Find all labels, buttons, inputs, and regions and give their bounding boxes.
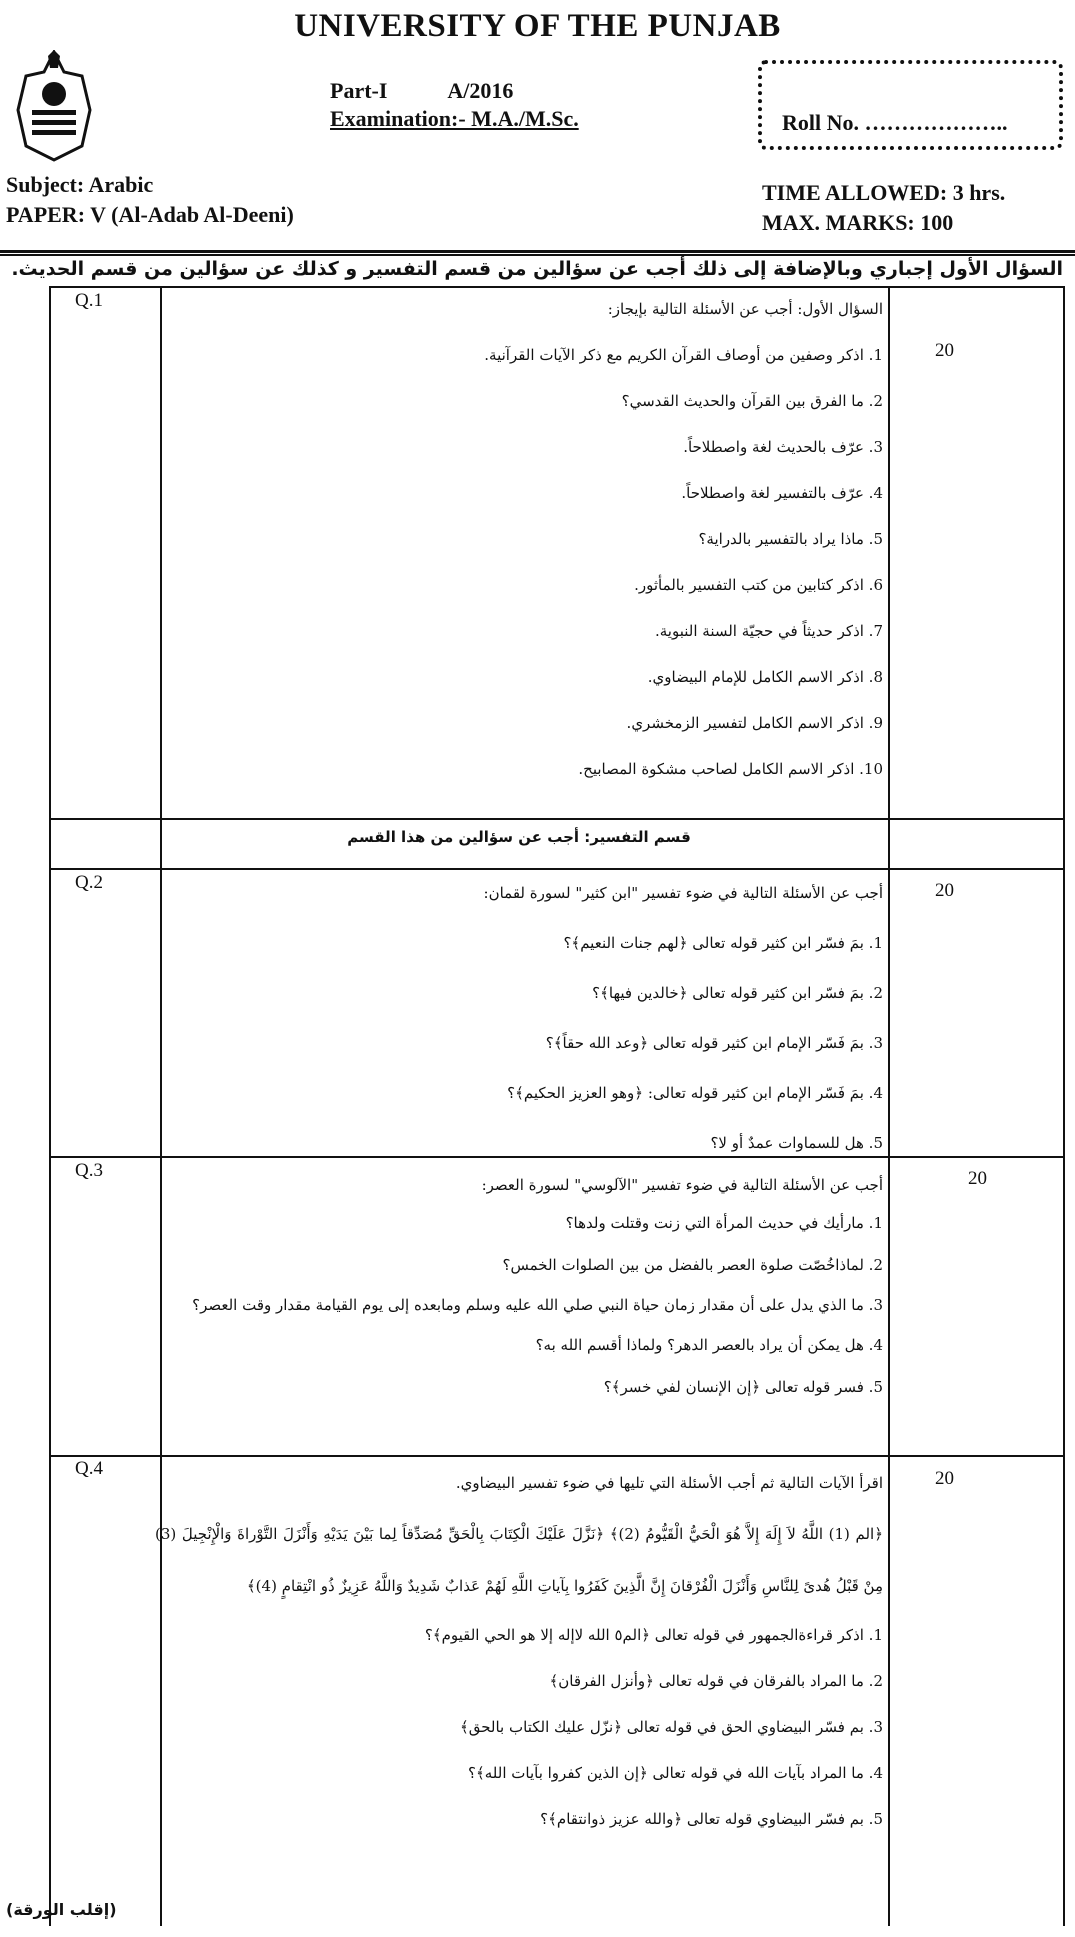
table-divider-marks [888,286,890,1926]
table-border-left [49,286,51,1926]
subject-label: Subject: Arabic [6,172,154,197]
question-item: 2. ما المراد بالفرقان في قوله تعالى ﴿وأنزل الفرقان﴾ [549,1672,883,1690]
question-item: 2. بمَ فسّر ابن كثير قوله تعالى ﴿خالدين فيها﴾؟ [592,984,883,1002]
question-marks: 20 [968,1168,987,1189]
time-allowed: TIME ALLOWED: 3 hrs. [762,180,1006,205]
question-item: 5. هل للسماوات عمدٌ أو لا؟ [710,1134,883,1152]
tafsir-section-heading: قسم التفسير: أجب عن سؤالين من هذا القسم [347,828,691,846]
question-number: Q.3 [75,1160,103,1181]
question-number: Q.2 [75,872,103,893]
question-item: 9. اذكر الاسم الكامل لتفسير الزمخشري. [626,714,883,732]
question-marks: 20 [935,1468,954,1489]
row-divider [49,868,1065,870]
row-divider [49,818,1065,820]
question-3-body [155,1172,883,1408]
exam-info [330,78,579,132]
question-2-body [155,880,883,1168]
turn-page-note: (إقلب الورقة) [6,1900,117,1919]
question-item: 6. اذكر كتابين من كتب التفسير بالمأثور. [634,576,883,594]
question-item: 1. مارأيك في حديث المرأة التي زنت وقتلت ولدها؟ [565,1214,883,1232]
roll-number-box [758,60,1063,150]
instructions: السؤال الأول إجباري وبالإضافة إلى ذلك أجب عن سؤالين من قسم التفسير و كذلك عن سؤالين من قسم الحديث. [11,258,1063,280]
part-label: Part-I [330,78,388,103]
question-marks: 20 [935,880,954,901]
paper-label: PAPER: V (Al-Adab Al-Deeni) [6,202,294,227]
question-item: 4. عرّف بالتفسير لغة واصطلاحاً. [681,484,883,502]
question-item: 3. عرّف بالحديث لغة واصطلاحاً. [683,438,883,456]
question-1-body [155,296,883,792]
question-item: 10. اذكر الاسم الكامل لصاحب مشكوة المصابيح. [578,760,883,778]
question-item: 5. ماذا يراد بالتفسير بالدراية؟ [698,530,883,548]
question-intro: أجب عن الأسئلة التالية في ضوء تفسير "الآلوسي" لسورة العصر: [481,1176,883,1194]
question-item: 8. اذكر الاسم الكامل للإمام البيضاوي. [647,668,883,686]
question-intro: اقرأ الآيات التالية ثم أجب الأسئلة التي تليها في ضوء تفسير البيضاوي. [455,1474,883,1492]
time-block [762,178,1005,238]
question-item: 1. اذكر وصفين من أوصاف القرآن الكريم مع ذكر الآيات القرآنية. [484,346,883,364]
examination-label: Examination:- M.A./M.Sc. [330,106,579,131]
question-item: 7. اذكر حديثاً في حجيّة السنة النبوية. [654,622,883,640]
row-divider [49,1455,1065,1457]
question-item: 1. بمَ فسّر ابن كثير قوله تعالى ﴿لهم جنات النعيم﴾؟ [563,934,883,952]
question-item: 1. اذكر قراءةالجمهور في قوله تعالى ﴿الم٥ الله لاإله إلا هو الحي القيوم﴾؟ [424,1626,883,1644]
max-marks: MAX. MARKS: 100 [762,210,954,235]
question-4-body [155,1470,883,1842]
question-number: Q.1 [75,290,103,311]
question-item: 3. ما الذي يدل على أن مقدار زمان حياة النبي صلي الله عليه وسلم ومابعده إلى يوم القيامة مقدار وقت العصر؟ [192,1296,883,1314]
question-item: 2. لماذاخُصّت صلوة العصر بالفضل من بين الصلوات الخمس؟ [502,1256,883,1274]
roll-number-label: Roll No. ……………….. [782,110,1008,135]
question-intro: أجب عن الأسئلة التالية في ضوء تفسير "ابن كثير" لسورة لقمان: [483,884,883,902]
question-item: 5. بم فسّر البيضاوي قوله تعالى ﴿والله عزيز ذوانتقام﴾؟ [540,1810,883,1828]
table-border-right [1063,286,1065,1926]
question-item: 4. بمَ فَسّر الإمام ابن كثير قوله تعالى: ﴿وهو العزيز الحكيم﴾؟ [507,1084,883,1102]
question-item: 5. فسر قوله تعالى ﴿إن الإنسان لفي خسر﴾؟ [603,1378,883,1396]
question-number: Q.4 [75,1458,103,1479]
university-title: UNIVERSITY OF THE PUNJAB [294,8,781,44]
question-item: 4. ما المراد بآيات الله في قوله تعالى ﴿إن الذين كفروا بآيات الله﴾؟ [468,1764,883,1782]
university-crest-logo [12,50,96,162]
table-border-top [49,286,1065,288]
header-divider [0,250,1075,256]
quran-verses: ﴿الم (1) اللَّهُ لاَ إِلَهَ إِلاَّ هُوَ الْحَيُّ الْقَيُّومُ (2)﴾ ﴿نَزَّلَ عَلَيْكَ الْكِتَابَ بِالْحَقِّ مُصَدِّقاً لِما بَيْنَ يَدَيْهِ وَأَنْزَلَ التَّوْراةَ وَالْإِنْجِيلَ (3) مِنْ قَبْلُ هُدىً لِلنَّاسِ وَأَنْزَلَ الْفُرْقانَ إِنَّ الَّذِينَ كَفَرُوا بِآياتِ اللَّهِ لَهُمْ عَذابٌ شَدِيدٌ وَاللَّهُ عَزِيزٌ ذُو انْتِقامٍ (4)﴾ [155,1525,883,1595]
question-item: 2. ما الفرق بين القرآن والحديث القدسي؟ [621,392,883,410]
question-item: 3. بمَ فَسّر الإمام ابن كثير قوله تعالى ﴿وعد الله حقاً﴾؟ [545,1034,883,1052]
question-item: 3. بم فسّر البيضاوي الحق في قوله تعالى ﴿نزّل عليك الكتاب بالحق﴾ [459,1718,883,1736]
subject-block [6,170,294,230]
question-intro: السؤال الأول: أجب عن الأسئلة التالية بإيجاز: [607,300,883,318]
session-label: A/2016 [447,78,514,103]
question-marks: 20 [935,340,954,361]
question-item: 4. هل يمكن أن يراد بالعصر الدهر؟ ولماذا أقسم الله به؟ [535,1336,883,1354]
